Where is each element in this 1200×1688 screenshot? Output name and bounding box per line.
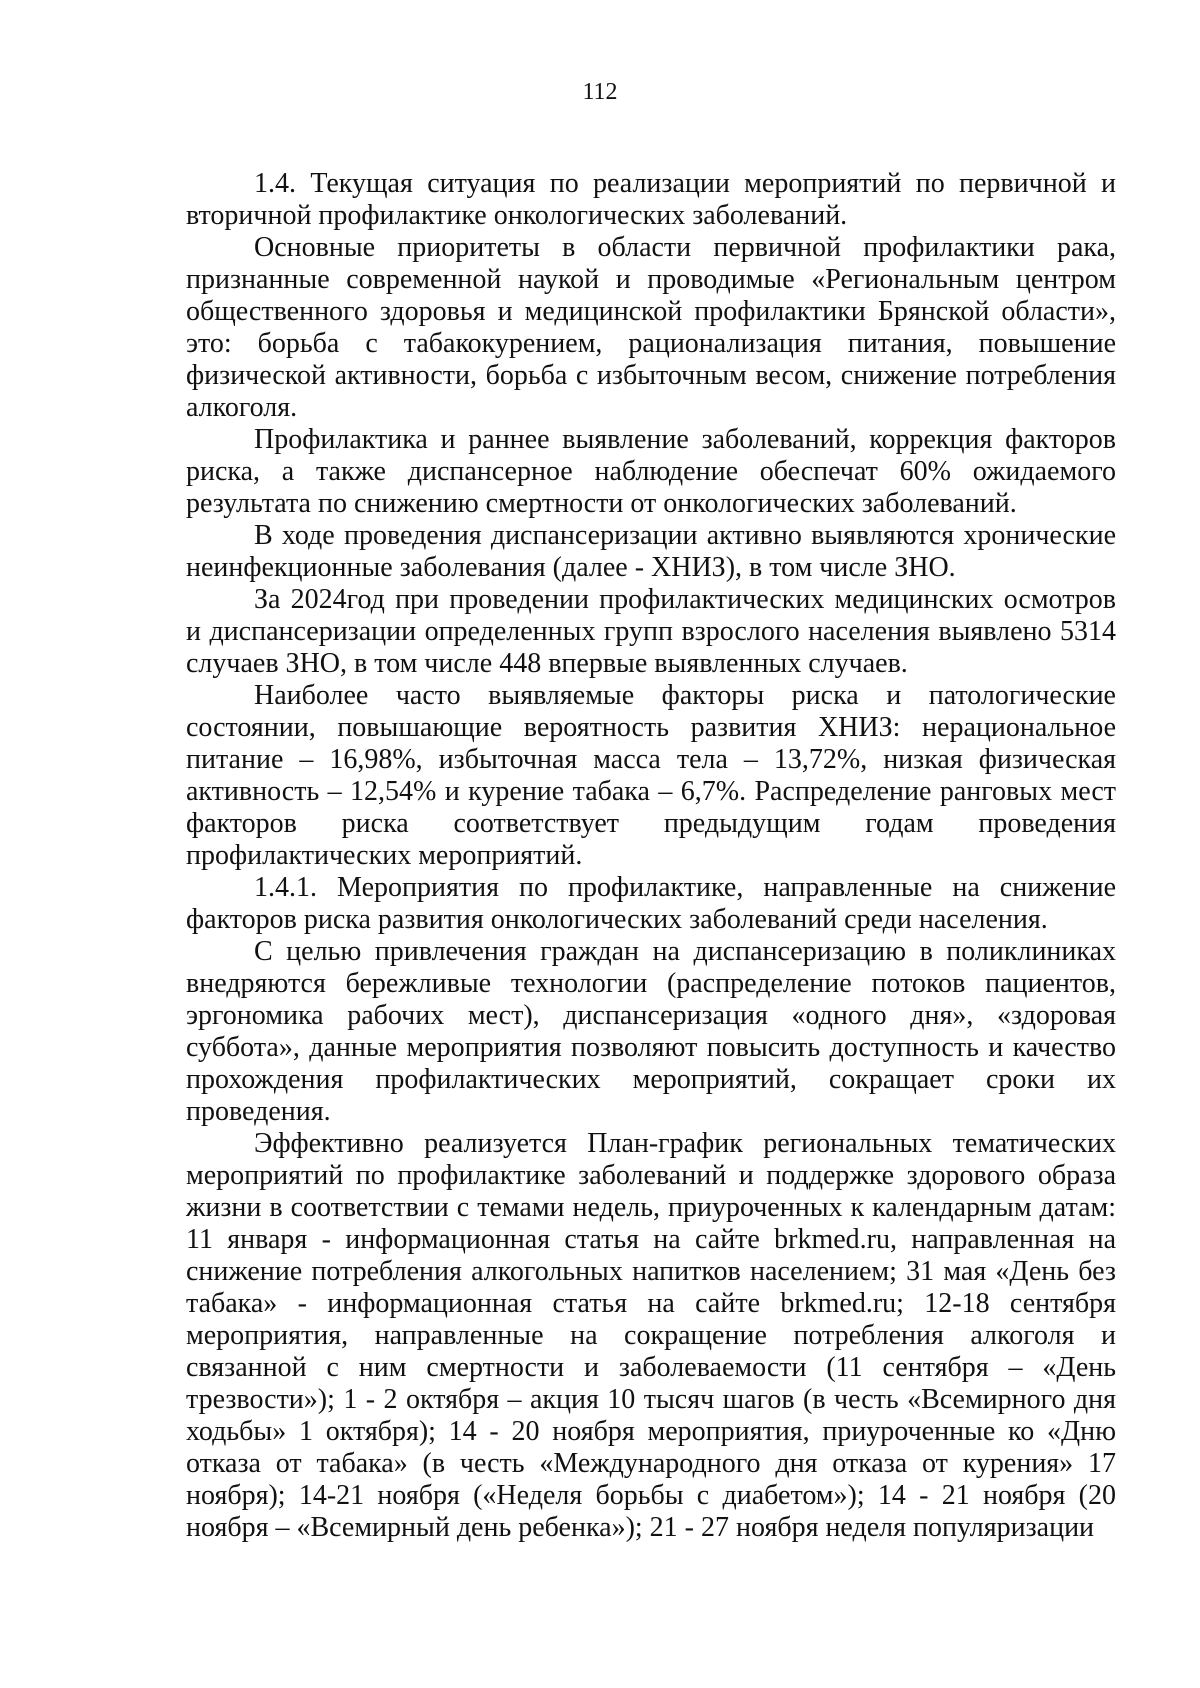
paragraph-schedule: Эффективно реализуется План-график региональных тематических мероприятий по профилактике заболеваний и поддержке здорового образа жизни в соответствии с темами недель, приуроченных к календарным датам: 11 января - информационная статья на сайте brkmed.ru, направленная на снижение потребления алкогольных напитков населением; 31 мая «День без табака» - информационная статья на сайте brkmed.ru; 12-18 сентября мероприятия, направленные на сокращение потребления алкоголя и связанной с ним смертности и заболеваемости (11 сентября – «День трезвости»); 1 - 2 октября – акция 10 тысяч шагов (в честь «Всемирного дня ходьбы» 1 октября); 14 - 20 ноября мероприятия, приуроченные ко «Дню отказа от табака» (в честь «Международного дня отказа от курения» 17 ноября); 14-21 ноября («Неделя борьбы с диабетом»); 14 - 21 ноября (20 ноября – «Всемирный день ребенка»); 21 - 27 ноября неделя популяризации — [186, 1128, 1116, 1543]
subsection-heading: 1.4.1. Мероприятия по профилактике, направленные на снижение факторов риска развития онкологических заболеваний среди населения. — [186, 872, 1116, 935]
paragraph-priorities: Основные приоритеты в области первичной профилактики рака, признанные современной наукой и проводимые «Региональным центром общественного здоровья и медицинской профилактики Брянской области», это: борьба с табакокурением, рационализация питания, повышение физической активности, борьба с избыточным весом, снижение потребления алкоголя. — [186, 232, 1116, 423]
paragraph-screening: В ходе проведения диспансеризации активно выявляются хронические неинфекционные заболевания (далее - ХНИЗ), в том числе ЗНО. — [186, 520, 1116, 583]
section-heading: 1.4. Текущая ситуация по реализации мероприятий по первичной и вторичной профилактике онкологических заболеваний. — [186, 168, 1116, 231]
paragraph-prevention: Профилактика и раннее выявление заболеваний, коррекция факторов риска, а также диспансерное наблюдение обеспечат 60% ожидаемого результата по снижению смертности от онкологических заболеваний. — [186, 424, 1116, 519]
paragraph-statistics: За 2024год при проведении профилактических медицинских осмотров и диспансеризации определенных групп взрослого населения выявлено 5314 случаев ЗНО, в том числе 448 впервые выявленных случаев. — [186, 584, 1116, 679]
page-number: 112 — [582, 79, 618, 105]
paragraph-risk-factors: Наиболее часто выявляемые факторы риска и патологические состоянии, повышающие вероятность развития ХНИЗ: нерациональное питание – 16,98%, избыточная масса тела – 13,72%, низкая физическая активность – 12,54% и курение табака – 6,7%. Распределение ранговых мест факторов риска соответствует предыдущим годам проведения профилактических мероприятий. — [186, 680, 1116, 871]
paragraph-technologies: С целью привлечения граждан на диспансеризацию в поликлиниках внедряются бережливые технологии (распределение потоков пациентов, эргономика рабочих мест), диспансеризация «одного дня», «здоровая суббота», данные мероприятия позволяют повысить доступность и качество прохождения профилактических мероприятий, сокращает сроки их проведения. — [186, 936, 1116, 1127]
document-body — [186, 168, 1116, 1544]
